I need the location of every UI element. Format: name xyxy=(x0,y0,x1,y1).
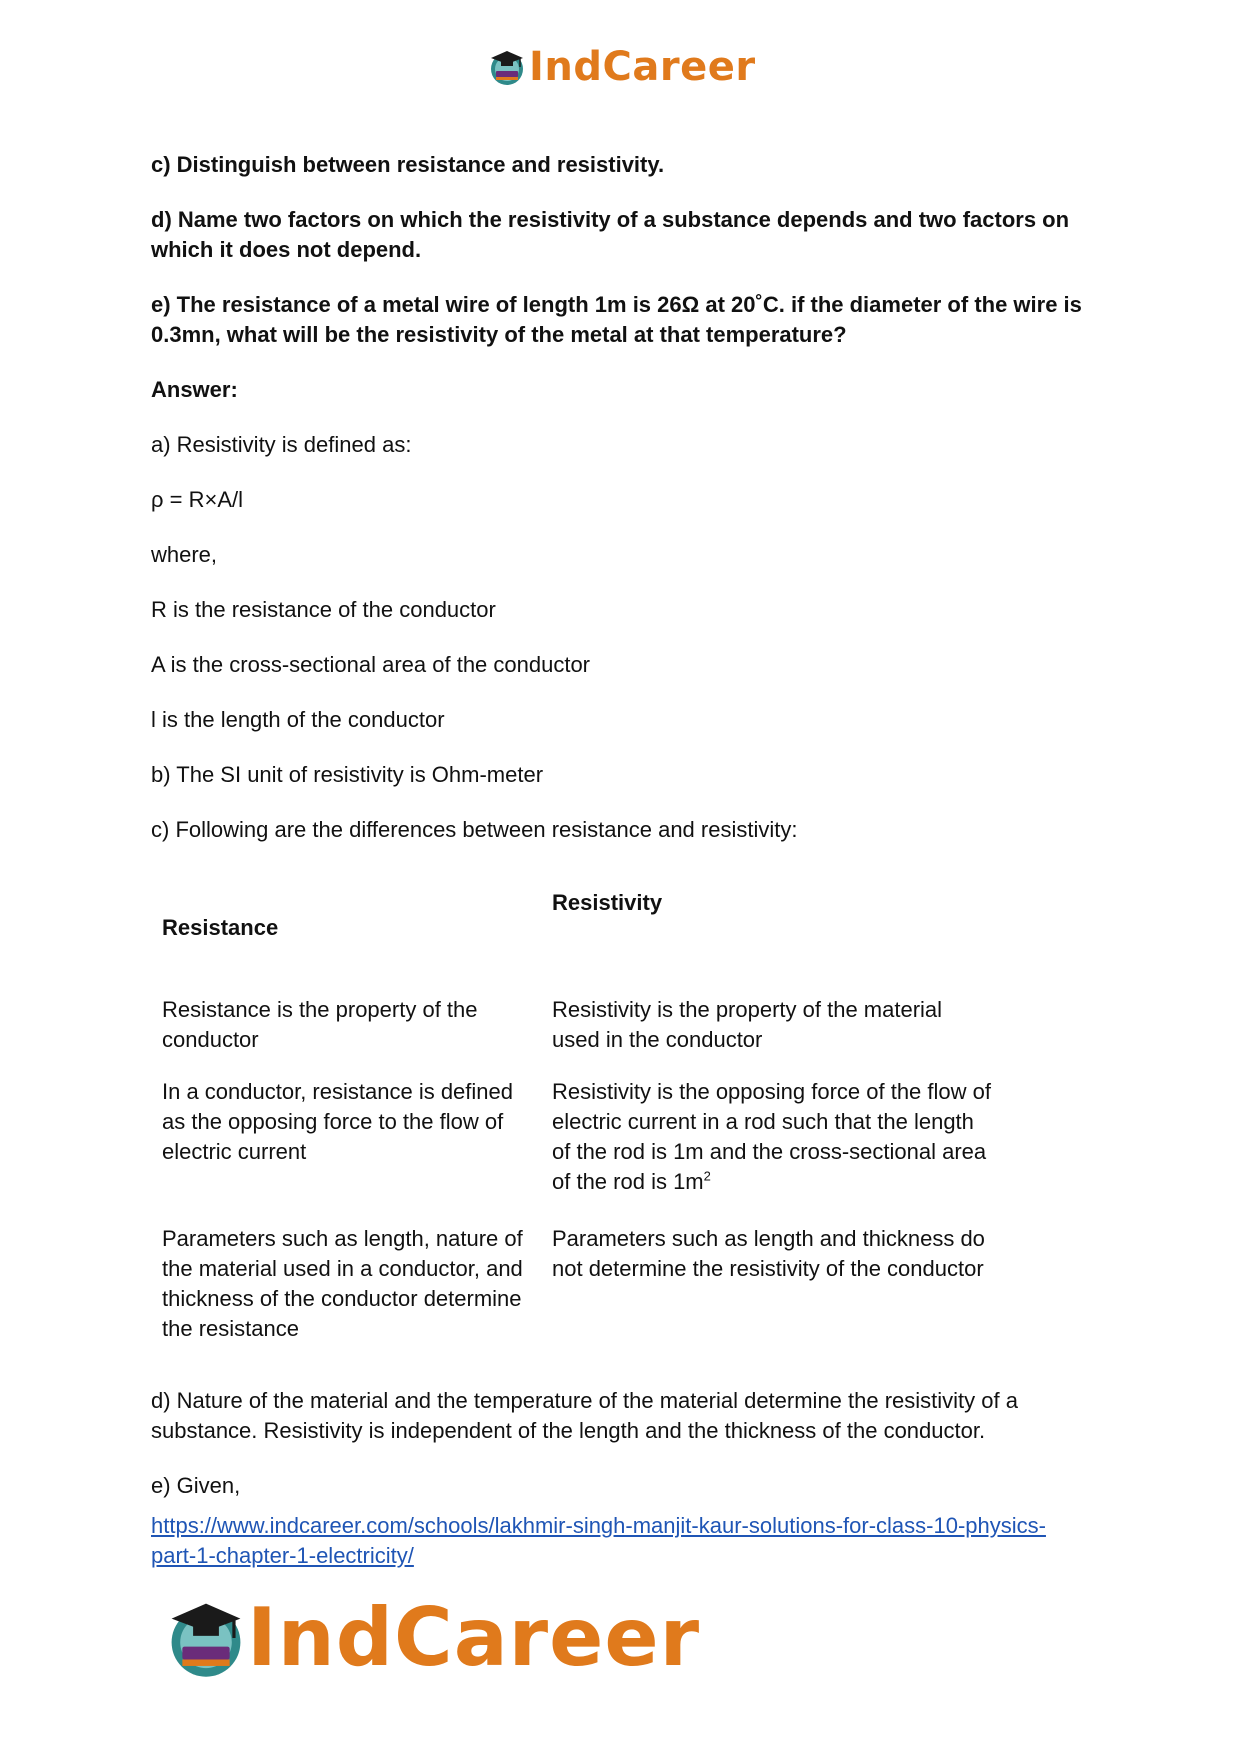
answer-formula: ρ = R×A/l xyxy=(151,487,243,512)
question-d: d) Name two factors on which the resistivity of a substance depends and two factors on which it does not depend. xyxy=(151,207,1070,262)
table-cell: Resistance is the property of the conductor xyxy=(162,997,478,1052)
question-c: c) Distinguish between resistance and resistivity. xyxy=(151,152,665,177)
table-cell: Parameters such as length, nature of the material used in a conductor, and thickness of the conductor determine the resistance xyxy=(162,1226,523,1341)
table-cell xyxy=(552,1077,992,1197)
answer-line: a) Resistivity is defined as: xyxy=(151,432,412,457)
logo-wordmark: IndCareer xyxy=(529,44,756,90)
logo-wordmark: IndCareer xyxy=(247,1591,701,1684)
table-row xyxy=(162,1077,992,1197)
header-logo xyxy=(487,44,756,90)
superscript: 2 xyxy=(703,1168,711,1184)
answer-d: d) Nature of the material and the temperature of the material determine the resistivity of a substance. Resistivity is independent of the length and the thickness of the conductor. xyxy=(151,1388,1018,1443)
header-resistance: Resistance xyxy=(162,915,279,940)
answer-heading: Answer: xyxy=(151,377,238,402)
document-body xyxy=(151,150,1091,870)
source-link[interactable]: https://www.indcareer.com/schools/lakhmir-singh-manjit-kaur-solutions-for-class-10-physics-part-1-chapter-1-electricity/ xyxy=(151,1513,1046,1568)
comparison-table xyxy=(162,885,992,1344)
answer-line: where, xyxy=(151,542,218,567)
answer-line: c) Following are the differences between resistance and resistivity: xyxy=(151,817,798,842)
table-row xyxy=(162,995,992,1055)
answer-line: A is the cross-sectional area of the conductor xyxy=(151,652,591,677)
graduation-cap-book-icon xyxy=(487,47,527,87)
table-row xyxy=(162,1224,992,1344)
question-e: e) The resistance of a metal wire of length 1m is 26Ω at 20˚C. if the diameter of the wire is 0.3mn, what will be the resistivity of the metal at that temperature? xyxy=(151,292,1082,347)
answer-e: e) Given, xyxy=(151,1473,241,1498)
answer-line: R is the resistance of the conductor xyxy=(151,597,496,622)
cell-text: Resistivity is the opposing force of the flow of electric current in a rod such that the length of the rod is 1m and the cross-sectional area of the rod is 1m xyxy=(552,1079,991,1194)
graduation-cap-book-icon xyxy=(163,1595,249,1681)
answer-line: l is the length of the conductor xyxy=(151,707,445,732)
table-cell: Parameters such as length and thickness do not determine the resistivity of the conductor xyxy=(552,1226,985,1281)
footer-logo xyxy=(163,1588,700,1688)
table-cell: Resistivity is the property of the material used in the conductor xyxy=(552,997,943,1052)
answer-continued xyxy=(151,1386,1091,1571)
answer-line: b) The SI unit of resistivity is Ohm-meter xyxy=(151,762,544,787)
table-header xyxy=(162,885,992,995)
header-resistivity: Resistivity xyxy=(552,890,663,915)
table-cell: In a conductor, resistance is defined as the opposing force to the flow of electric current xyxy=(162,1079,513,1164)
